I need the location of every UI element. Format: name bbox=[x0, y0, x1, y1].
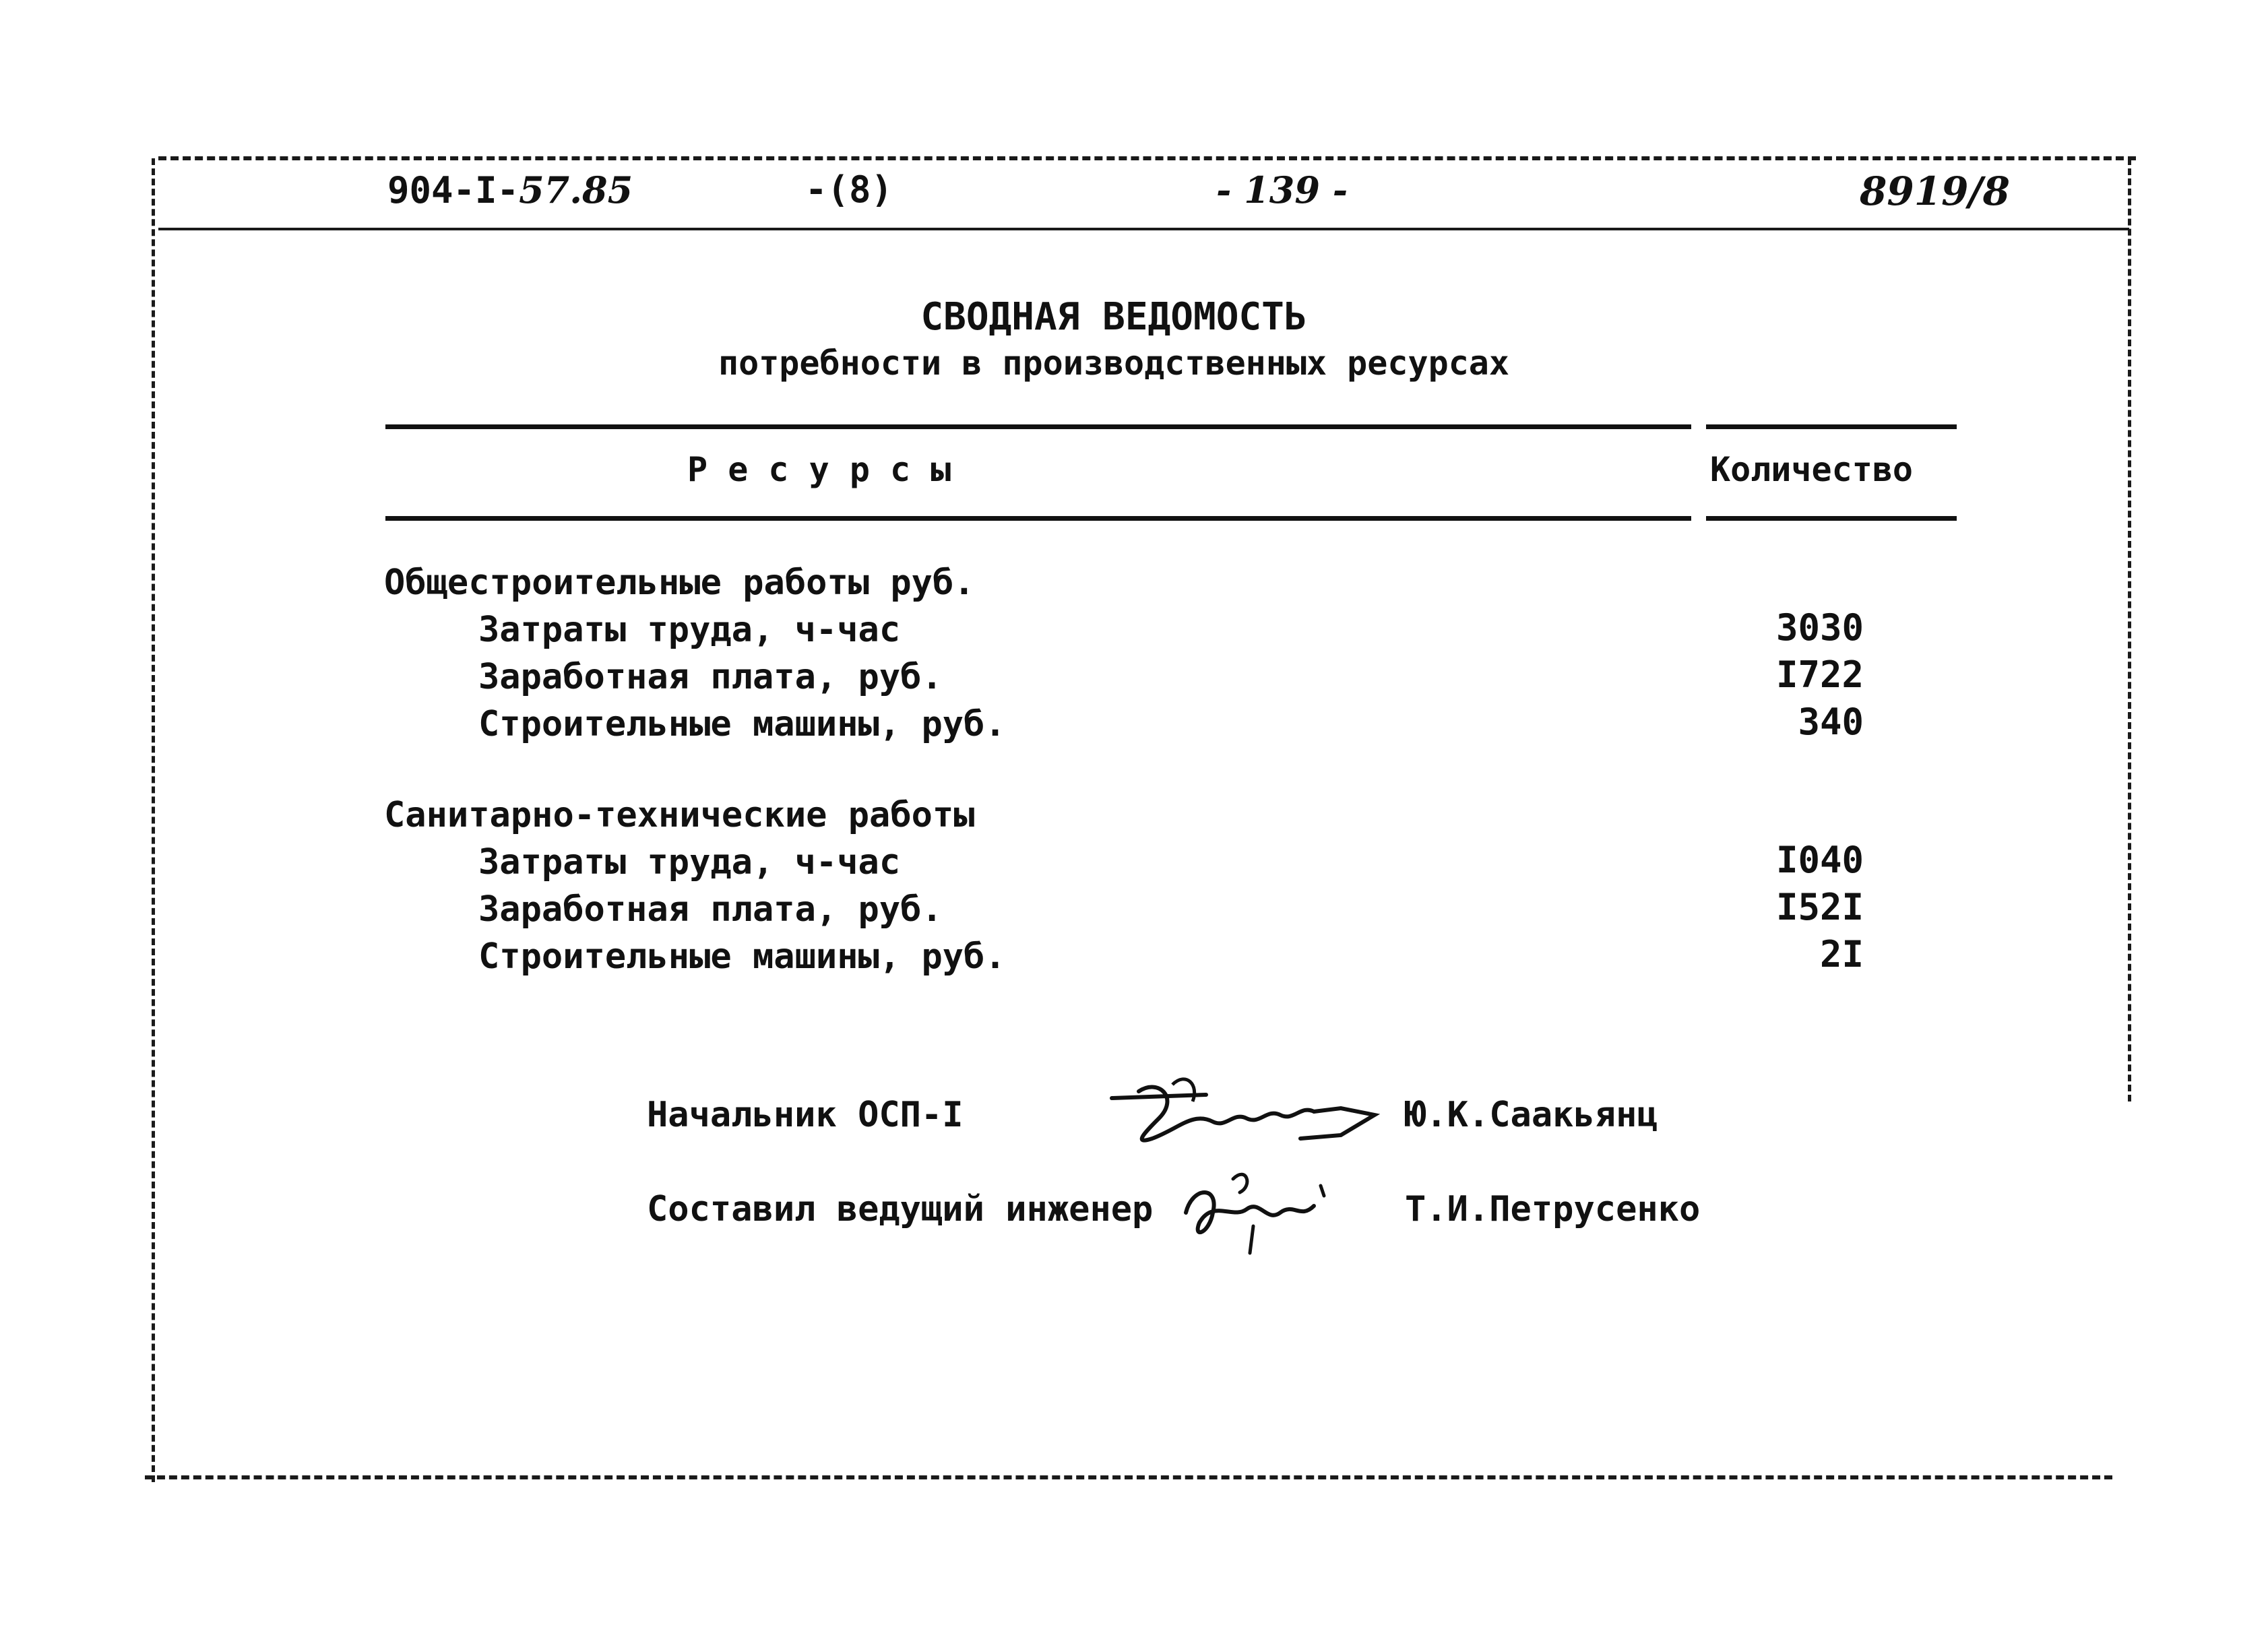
signatory-name-engineer: Т.И.Петрусенко bbox=[1405, 1189, 1701, 1229]
table-head-rule-right bbox=[1706, 516, 1957, 521]
frame-bottom-border bbox=[145, 1475, 2112, 1479]
handwritten-signature bbox=[1172, 1159, 1334, 1260]
table-top-rule-left bbox=[385, 424, 1691, 429]
row-label: Строительные машины, руб. bbox=[478, 936, 1006, 977]
group-title-sanitary-technical: Санитарно-технические работы bbox=[384, 795, 975, 835]
row-value: 340 bbox=[1798, 701, 1864, 743]
row-value: I52I bbox=[1775, 886, 1864, 928]
header-rule bbox=[158, 228, 2129, 230]
page-number: - 139 - bbox=[1216, 168, 1348, 212]
row-value: 2I bbox=[1819, 933, 1864, 976]
row-label: Заработная плата, руб. bbox=[478, 889, 943, 930]
column-header-resources: Р е с у р с ы bbox=[687, 450, 951, 489]
document-code-prefix: 904-I- bbox=[387, 169, 519, 212]
table-head-rule-left bbox=[385, 516, 1691, 521]
frame-top-border bbox=[158, 156, 2136, 160]
table-top-rule-right bbox=[1706, 424, 1957, 429]
row-value: 3030 bbox=[1775, 606, 1864, 649]
page-title: СВОДНАЯ ВЕДОМОСТЬ bbox=[920, 295, 1307, 339]
document-code-suffix: 57.85 bbox=[519, 168, 633, 212]
row-label: Затраты труда, ч-час bbox=[478, 610, 901, 650]
row-value: I040 bbox=[1775, 839, 1864, 881]
handwritten-signature bbox=[1098, 1071, 1381, 1165]
row-label: Заработная плата, руб. bbox=[478, 657, 943, 697]
row-value: I722 bbox=[1775, 653, 1864, 696]
document-code bbox=[387, 168, 633, 212]
page-subtitle: потребности в производственных ресурсах bbox=[718, 344, 1509, 383]
signatory-role-head: Начальник ОСП-I bbox=[647, 1095, 964, 1135]
column-header-quantity: Количество bbox=[1710, 450, 1914, 489]
group-title-general-construction: Общестроительные работы руб. bbox=[384, 563, 975, 603]
row-label: Строительные машины, руб. bbox=[478, 704, 1006, 744]
signatory-name-head: Ю.К.Саакьянц bbox=[1405, 1095, 1658, 1135]
sheet-ref: -(8) bbox=[805, 168, 893, 211]
archive-number: 8919/8 bbox=[1860, 168, 2010, 214]
row-label: Затраты труда, ч-час bbox=[478, 842, 901, 883]
signatory-role-engineer: Составил ведущий инженер bbox=[647, 1189, 1154, 1229]
